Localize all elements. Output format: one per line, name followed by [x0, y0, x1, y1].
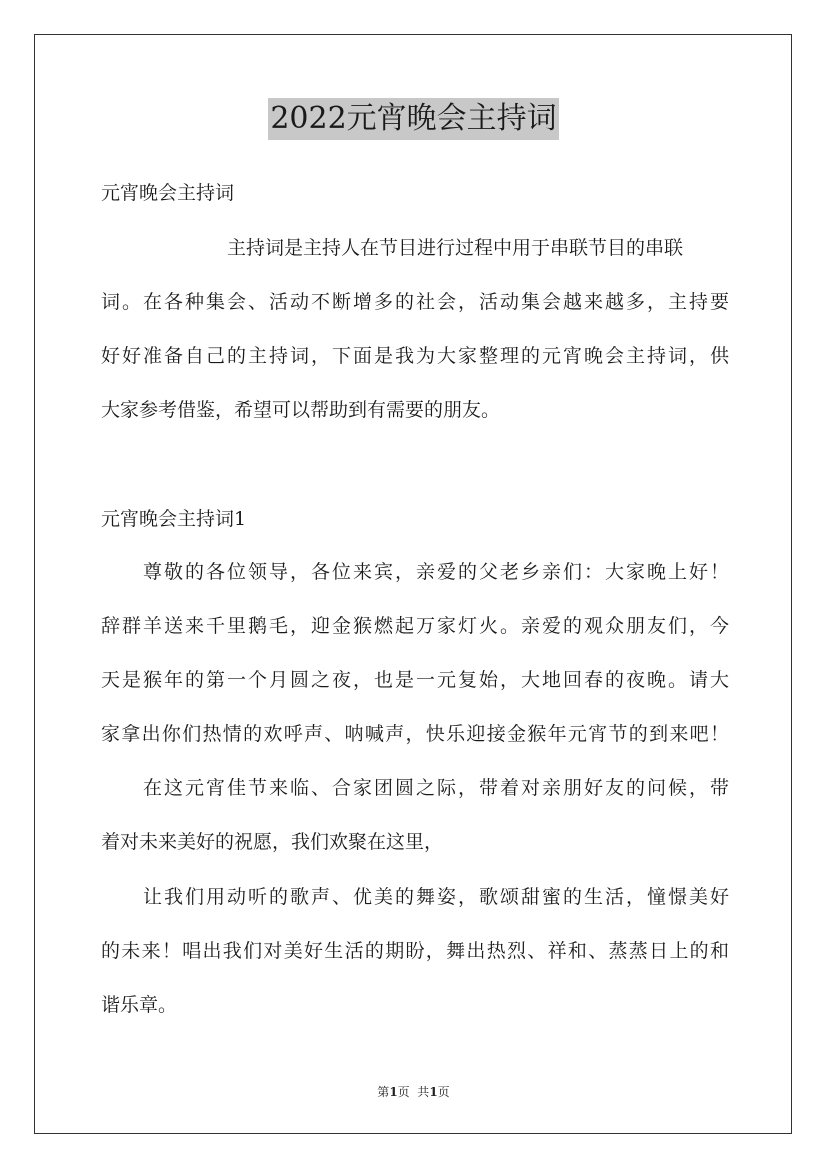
page-label-prefix: 第	[377, 1085, 390, 1099]
intro-line: 大家参考借鉴，希望可以帮助到有需要的朋友。	[101, 399, 501, 421]
intro-line: 主持词是主持人在节目进行过程中用于串联节目的串联	[227, 237, 684, 259]
paragraph-line: 着对未来美好的祝愿，我们欢聚在这里，	[101, 831, 444, 853]
subtitle: 元宵晚会主持词	[101, 182, 235, 204]
paragraph-line: 辞群羊送来千里鹅毛，迎金猴燃起万家灯火。亲爱的观众朋友们，今	[101, 615, 729, 637]
document-title: 2022元宵晚会主持词	[268, 98, 558, 140]
title-wrap	[0, 98, 827, 140]
section-heading: 元宵晚会主持词1	[101, 508, 247, 530]
paragraph-line: 在这元宵佳节来临、合家团圆之际，带着对亲朋好友的问候，带	[143, 777, 729, 799]
paragraph-line: 家拿出你们热情的欢呼声、呐喊声，快乐迎接金猴年元宵节的到来吧！	[101, 723, 729, 745]
intro-line: 好好准备自己的主持词，下面是我为大家整理的元宵晚会主持词，供	[101, 345, 729, 367]
paragraph-line: 尊敬的各位领导，各位来宾，亲爱的父老乡亲们：大家晚上好！	[143, 561, 729, 583]
total-page-number: 1	[429, 1085, 438, 1099]
page-label-mid: 页 共	[397, 1085, 430, 1099]
intro-line: 词。在各种集会、活动不断增多的社会，活动集会越来越多，主持要	[101, 291, 729, 313]
page-label-suffix: 页	[437, 1085, 450, 1099]
page-footer	[0, 1083, 827, 1101]
current-page-number: 1	[389, 1085, 398, 1099]
paragraph-line: 谐乐章。	[101, 994, 178, 1016]
paragraph-line: 的未来！唱出我们对美好生活的期盼，舞出热烈、祥和、蒸蒸日上的和	[101, 940, 729, 962]
paragraph-line: 让我们用动听的歌声、优美的舞姿，歌颂甜蜜的生活，憧憬美好	[143, 886, 729, 908]
paragraph-line: 天是猴年的第一个月圆之夜，也是一元复始，大地回春的夜晚。请大	[101, 669, 729, 691]
